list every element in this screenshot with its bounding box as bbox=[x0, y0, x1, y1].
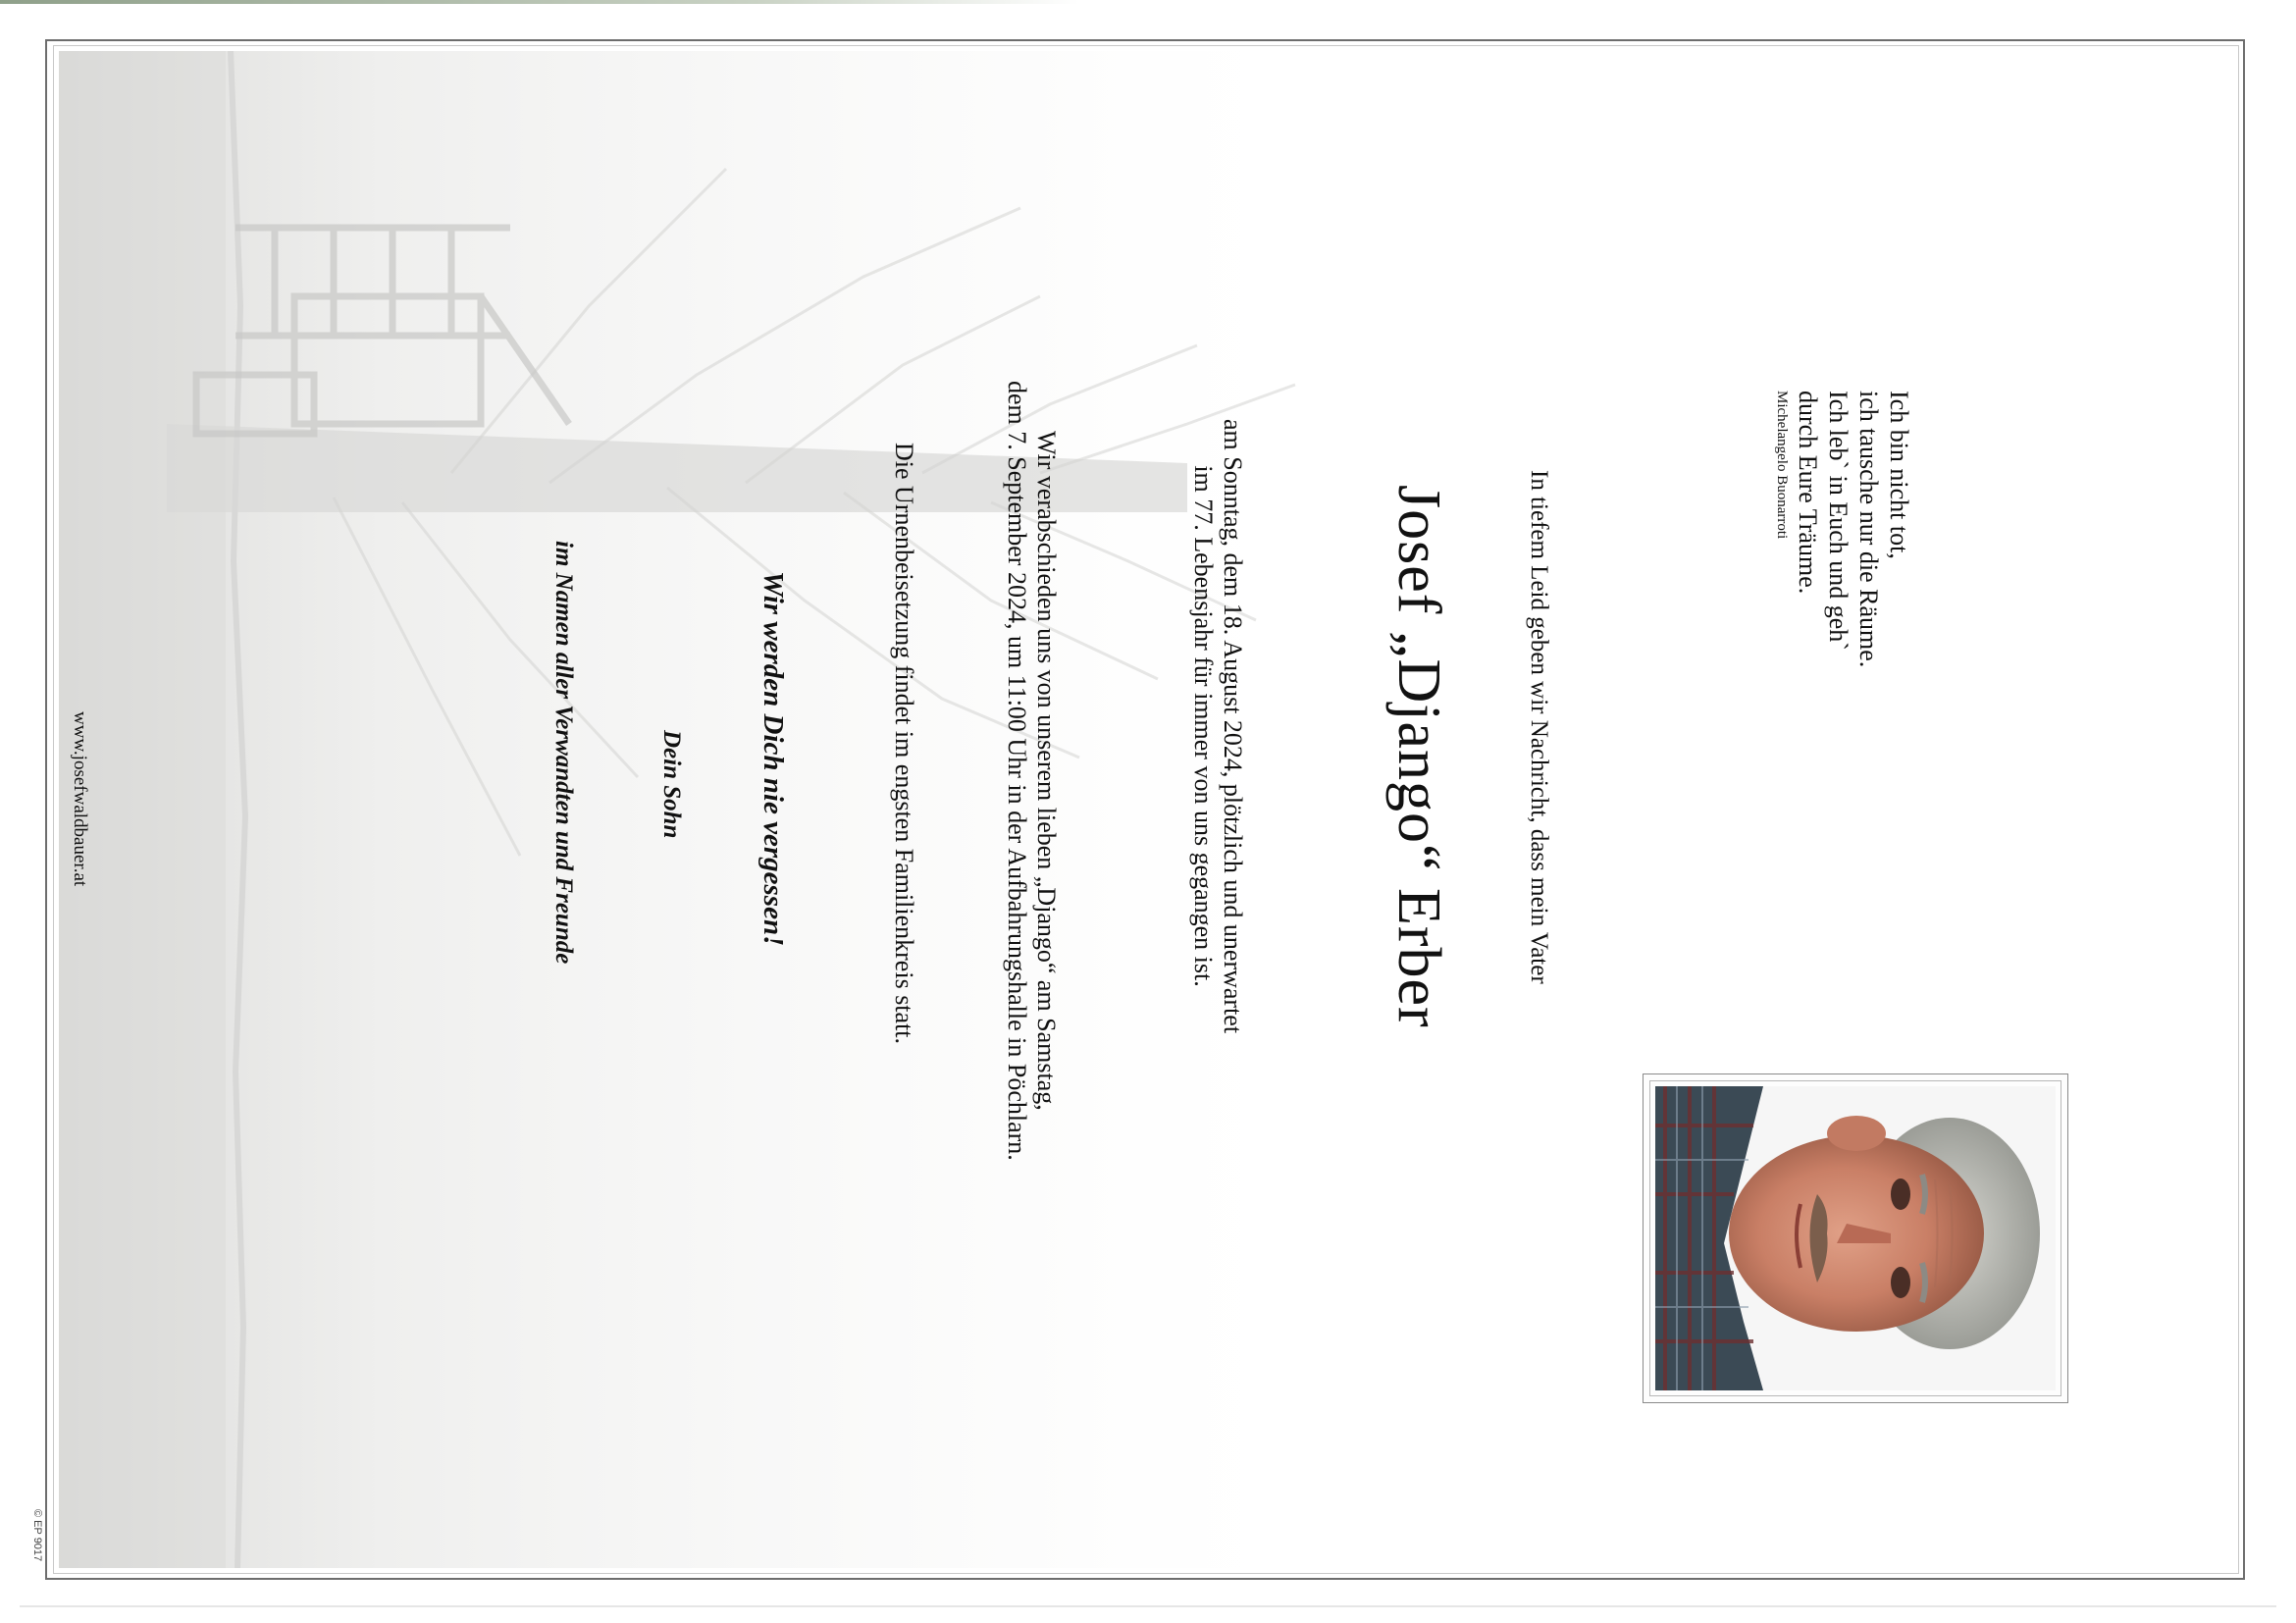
deceased-name: Josef „Django“ Erber bbox=[1385, 485, 1452, 1028]
farewell-line: Wir verabschieden uns von unserem lieben „Django“ am Samstag, bbox=[1032, 430, 1061, 1111]
signature-relatives: im Namen aller Verwandten und Freunde bbox=[550, 541, 577, 965]
poem-line: ich tausche nur die Räume. bbox=[1854, 391, 1883, 668]
poem-line: durch Eure Träume. bbox=[1794, 391, 1822, 595]
website-url: www.josefwaldbauer.at bbox=[70, 711, 90, 887]
death-notice-line: im 77. Lebensjahr für immer von uns gegangen ist. bbox=[1189, 465, 1218, 987]
poem-block bbox=[1771, 391, 1914, 667]
farewell-notice bbox=[1002, 381, 1061, 1161]
death-notice-line: am Sonntag, dem 18. August 2024, plötzlich und unerwartet bbox=[1219, 419, 1247, 1034]
scan-edge-line bbox=[20, 1605, 2276, 1607]
closing-line: Wir werden Dich nie vergessen! bbox=[757, 571, 789, 947]
portrait-illustration bbox=[1655, 1086, 2056, 1390]
background-tree-image bbox=[59, 51, 1334, 1568]
portrait-photo bbox=[1655, 1086, 2056, 1390]
poem-line: Ich bin nicht tot, bbox=[1885, 391, 1913, 559]
poem-line: Ich leb` in Euch und geh` bbox=[1824, 391, 1852, 651]
burial-notice: Die Urnenbeisetzung findet im engsten Familienkreis statt. bbox=[890, 443, 918, 1045]
portrait-frame bbox=[1643, 1073, 2068, 1403]
farewell-line: dem 7. September 2024, um 11:00 Uhr in der Aufbahrungshalle in Pöchlarn. bbox=[1003, 381, 1031, 1161]
signature-son: Dein Sohn bbox=[658, 730, 685, 839]
copyright-mark: © EP 9017 bbox=[31, 1509, 43, 1562]
intro-text: In tiefem Leid geben wir Nachricht, dass mein Vater bbox=[1526, 470, 1552, 984]
scan-edge-strip bbox=[0, 0, 1079, 4]
death-notice bbox=[1188, 419, 1247, 1033]
poem-author: Michelangelo Buonarroti bbox=[1774, 391, 1790, 540]
